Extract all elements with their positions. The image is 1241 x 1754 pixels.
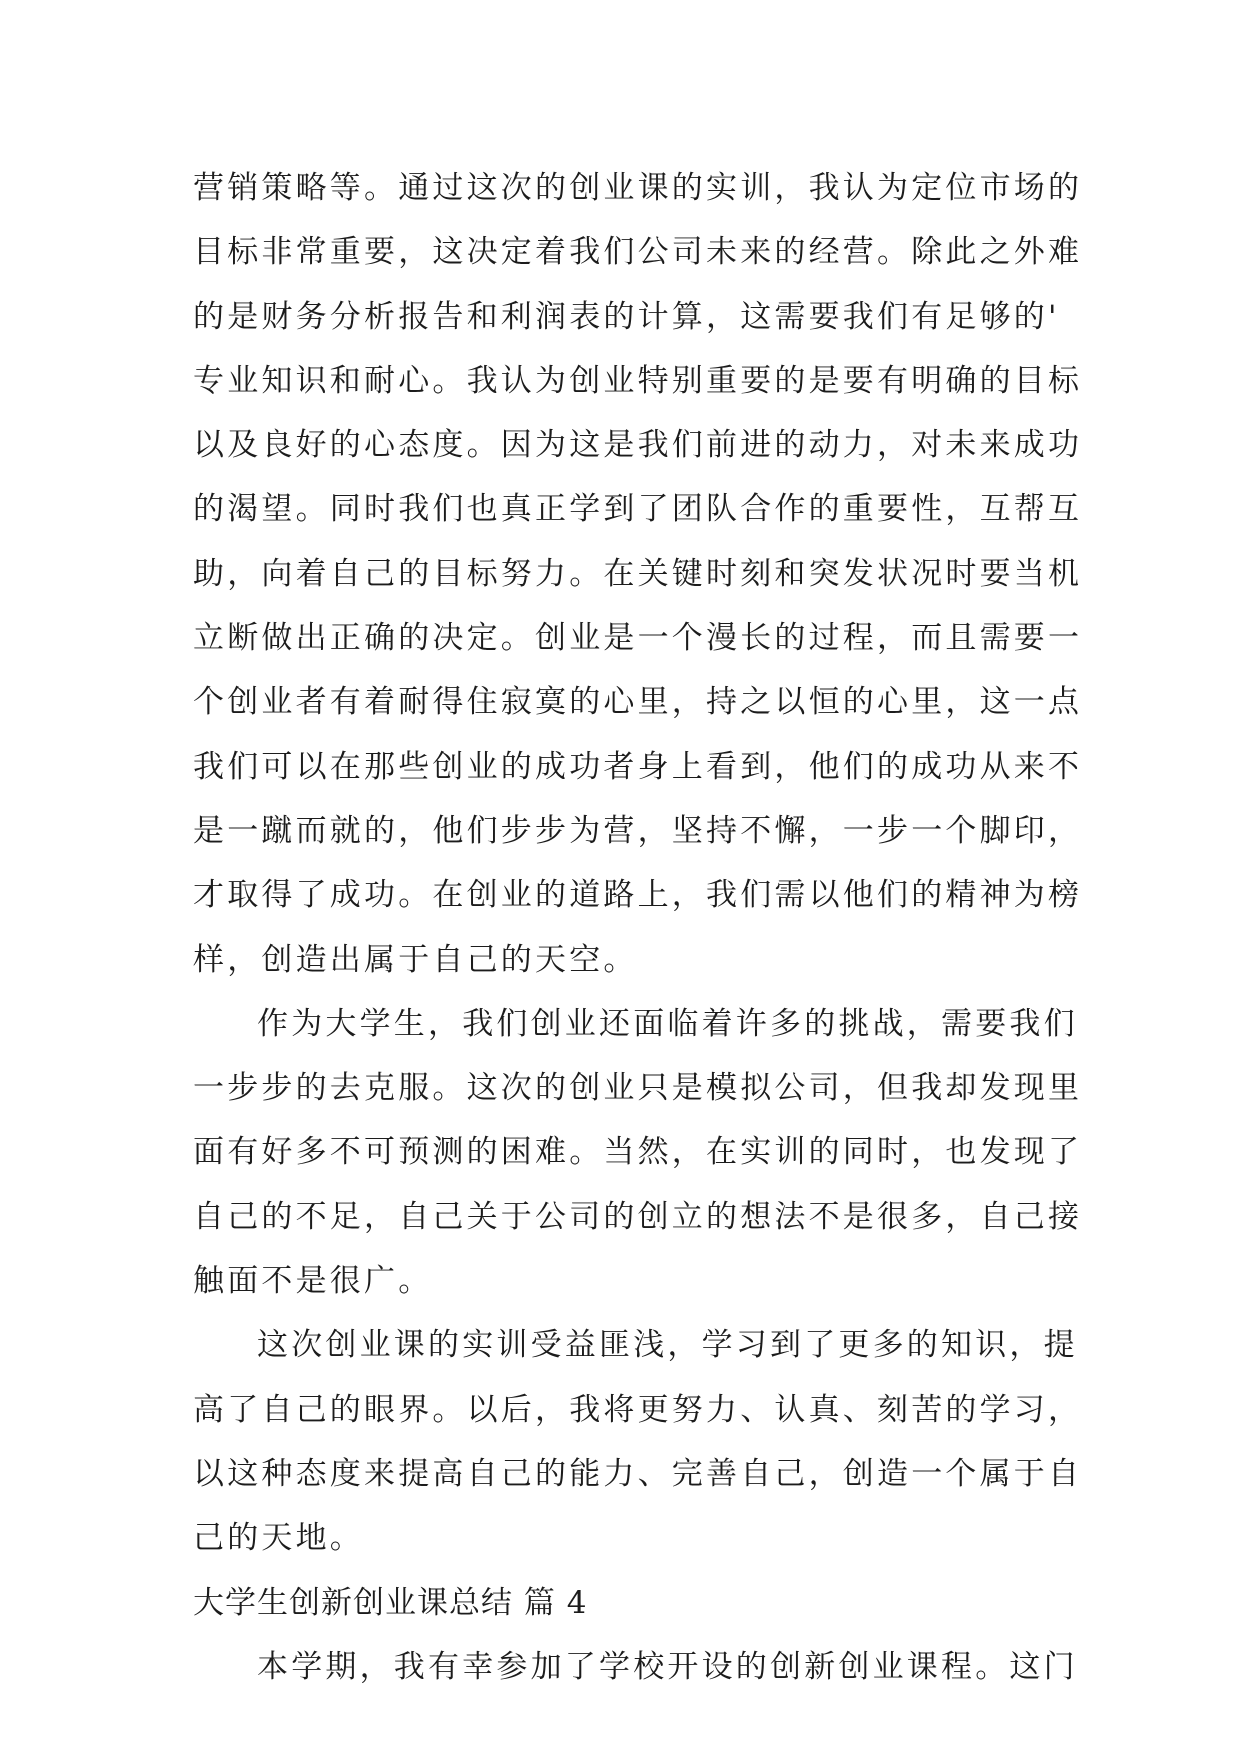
paragraph-first-line: 本学期，我有幸参加了学校开设的创新创业课程。这门	[257, 1648, 1078, 1685]
text-line: 触面不是很广。	[193, 1263, 433, 1300]
paragraph-first-line: 这次创业课的实训受益匪浅，学习到了更多的知识，提	[257, 1327, 1078, 1364]
text-line: 目标非常重要，这决定着我们公司未来的经营。除此之外难	[193, 234, 1083, 271]
text-line: 己的天地。	[193, 1520, 364, 1557]
text-line: 高了自己的眼界。以后，我将更努力、认真、刻苦的学习，	[193, 1391, 1083, 1428]
text-line: 面有好多不可预测的困难。当然，在实训的同时，也发现了	[193, 1134, 1083, 1171]
text-line: 的渴望。同时我们也真正学到了团队合作的重要性，互帮互	[193, 491, 1083, 528]
paragraph-first-line: 作为大学生，我们创业还面临着许多的挑战，需要我们	[257, 1005, 1078, 1042]
text-line: 助，向着自己的目标努力。在关键时刻和突发状况时要当机	[193, 555, 1083, 592]
text-line: 营销策略等。通过这次的创业课的实训，我认为定位市场的	[193, 170, 1083, 206]
text-line: 以这种态度来提高自己的能力、完善自己，创造一个属于自	[193, 1455, 1083, 1492]
text-line: 样，创造出属于自己的天空。	[193, 941, 638, 978]
text-line: 才取得了成功。在创业的道路上，我们需以他们的精神为榜	[193, 877, 1083, 914]
text-line: 专业知识和耐心。我认为创业特别重要的是要有明确的目标	[193, 362, 1083, 399]
text-line: 个创业者有着耐得住寂寞的心里，持之以恒的心里，这一点	[193, 684, 1083, 721]
text-line: 我们可以在那些创业的成功者身上看到，他们的成功从来不	[193, 748, 1083, 785]
text-line: 一步步的去克服。这次的创业只是模拟公司，但我却发现里	[193, 1070, 1083, 1107]
text-line: 是一蹴而就的，他们步步为营，坚持不懈，一步一个脚印，	[193, 812, 1083, 849]
text-line: 自己的不足，自己关于公司的创立的想法不是很多，自己接	[193, 1198, 1083, 1235]
text-line: 以及良好的心态度。因为这是我们前进的动力，对未来成功	[193, 427, 1083, 464]
section-heading: 大学生创新创业课总结 篇 4	[193, 1584, 588, 1621]
document-body	[193, 156, 1083, 1699]
text-line: 的是财务分析报告和利润表的计算，这需要我们有足够的'	[193, 298, 1060, 335]
text-line: 立断做出正确的决定。创业是一个漫长的过程，而且需要一	[193, 620, 1083, 657]
